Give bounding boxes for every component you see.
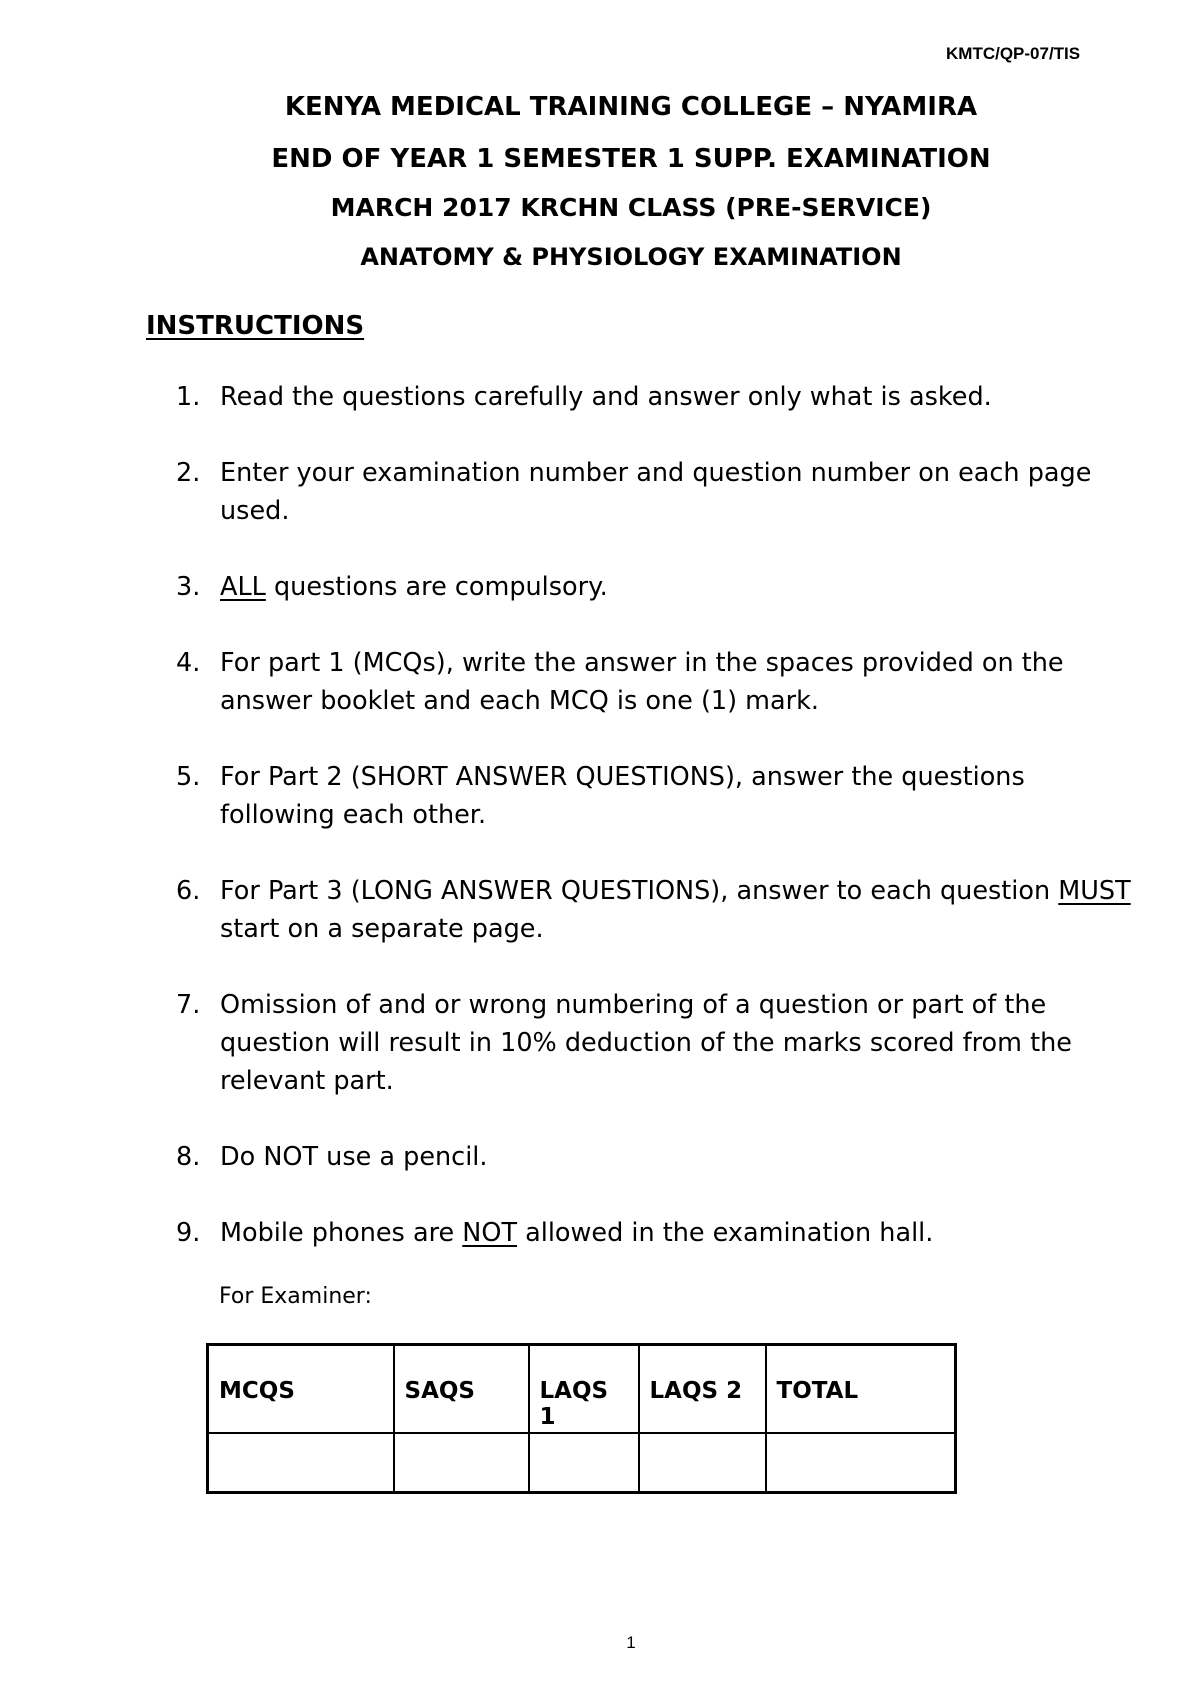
score-table-entry-row — [208, 1433, 956, 1493]
instruction-number: 7. — [176, 990, 201, 1020]
instruction-text: Read the questions carefully and answer only what is asked. — [220, 382, 992, 412]
score-header-mcqs: MCQS — [208, 1345, 394, 1433]
instruction-number: 9. — [176, 1218, 201, 1248]
college-title: KENYA MEDICAL TRAINING COLLEGE – NYAMIRA — [284, 92, 978, 122]
score-cell-total[interactable] — [766, 1433, 956, 1493]
instruction-number: 3. — [176, 572, 201, 602]
instruction-emphasis: MUST — [1058, 876, 1131, 906]
instruction-item — [176, 454, 1136, 530]
instruction-number: 8. — [176, 1142, 201, 1172]
instruction-number: 1. — [176, 382, 201, 412]
score-header-saqs: SAQS — [394, 1345, 529, 1433]
score-cell-mcqs[interactable] — [208, 1433, 394, 1493]
instruction-text-pre: Mobile phones are — [220, 1218, 463, 1248]
instruction-item — [176, 986, 1136, 1100]
score-cell-saqs[interactable] — [394, 1433, 529, 1493]
instruction-number: 2. — [176, 458, 201, 488]
instruction-item — [176, 644, 1136, 720]
exam-title: END OF YEAR 1 SEMESTER 1 SUPP. EXAMINATION — [271, 144, 991, 174]
instruction-item — [176, 568, 1136, 606]
instruction-emphasis: NOT — [462, 1218, 518, 1248]
instruction-item — [176, 1138, 1136, 1176]
score-header-total: TOTAL — [766, 1345, 956, 1433]
subject-title: ANATOMY & PHYSIOLOGY EXAMINATION — [360, 243, 902, 271]
document-reference: KMTC/QP-07/TIS — [946, 44, 1081, 63]
score-table — [206, 1343, 957, 1494]
instruction-text: questions are compulsory. — [265, 572, 608, 602]
instruction-item — [176, 1214, 1136, 1252]
instructions-list — [176, 378, 1136, 1290]
instruction-number: 6. — [176, 876, 201, 906]
instruction-text-pre: For Part 3 (LONG ANSWER QUESTIONS), answer to each question — [220, 876, 1059, 906]
instruction-text: For Part 2 (SHORT ANSWER QUESTIONS), answer the questions following each other. — [220, 762, 1025, 830]
instruction-item — [176, 378, 1136, 416]
instruction-text: allowed in the examination hall. — [517, 1218, 934, 1248]
instruction-number: 5. — [176, 762, 201, 792]
instruction-text: Enter your examination number and question number on each page used. — [220, 458, 1092, 526]
score-header-laqs1: LAQS 1 — [529, 1345, 639, 1433]
page-number: 1 — [626, 1633, 636, 1652]
score-cell-laqs1[interactable] — [529, 1433, 639, 1493]
instructions-heading: INSTRUCTIONS — [146, 311, 365, 341]
instruction-text: start on a separate page. — [220, 914, 544, 944]
class-line: MARCH 2017 KRCHN CLASS (PRE-SERVICE) — [330, 193, 932, 222]
instruction-emphasis: ALL — [220, 572, 266, 602]
instruction-text: Omission of and or wrong numbering of a question or part of the question will result in 10% deduction of the marks scored from the relevant part. — [220, 990, 1072, 1096]
instruction-item — [176, 872, 1136, 948]
instruction-text: Do NOT use a pencil. — [220, 1142, 488, 1172]
instruction-item — [176, 758, 1136, 834]
instruction-text: For part 1 (MCQs), write the answer in the spaces provided on the answer booklet and each MCQ is one (1) mark. — [220, 648, 1064, 716]
instruction-number: 4. — [176, 648, 201, 678]
score-cell-laqs2[interactable] — [639, 1433, 766, 1493]
score-header-laqs2: LAQS 2 — [639, 1345, 766, 1433]
score-table-header-row — [208, 1345, 956, 1433]
examiner-label: For Examiner: — [219, 1284, 372, 1309]
